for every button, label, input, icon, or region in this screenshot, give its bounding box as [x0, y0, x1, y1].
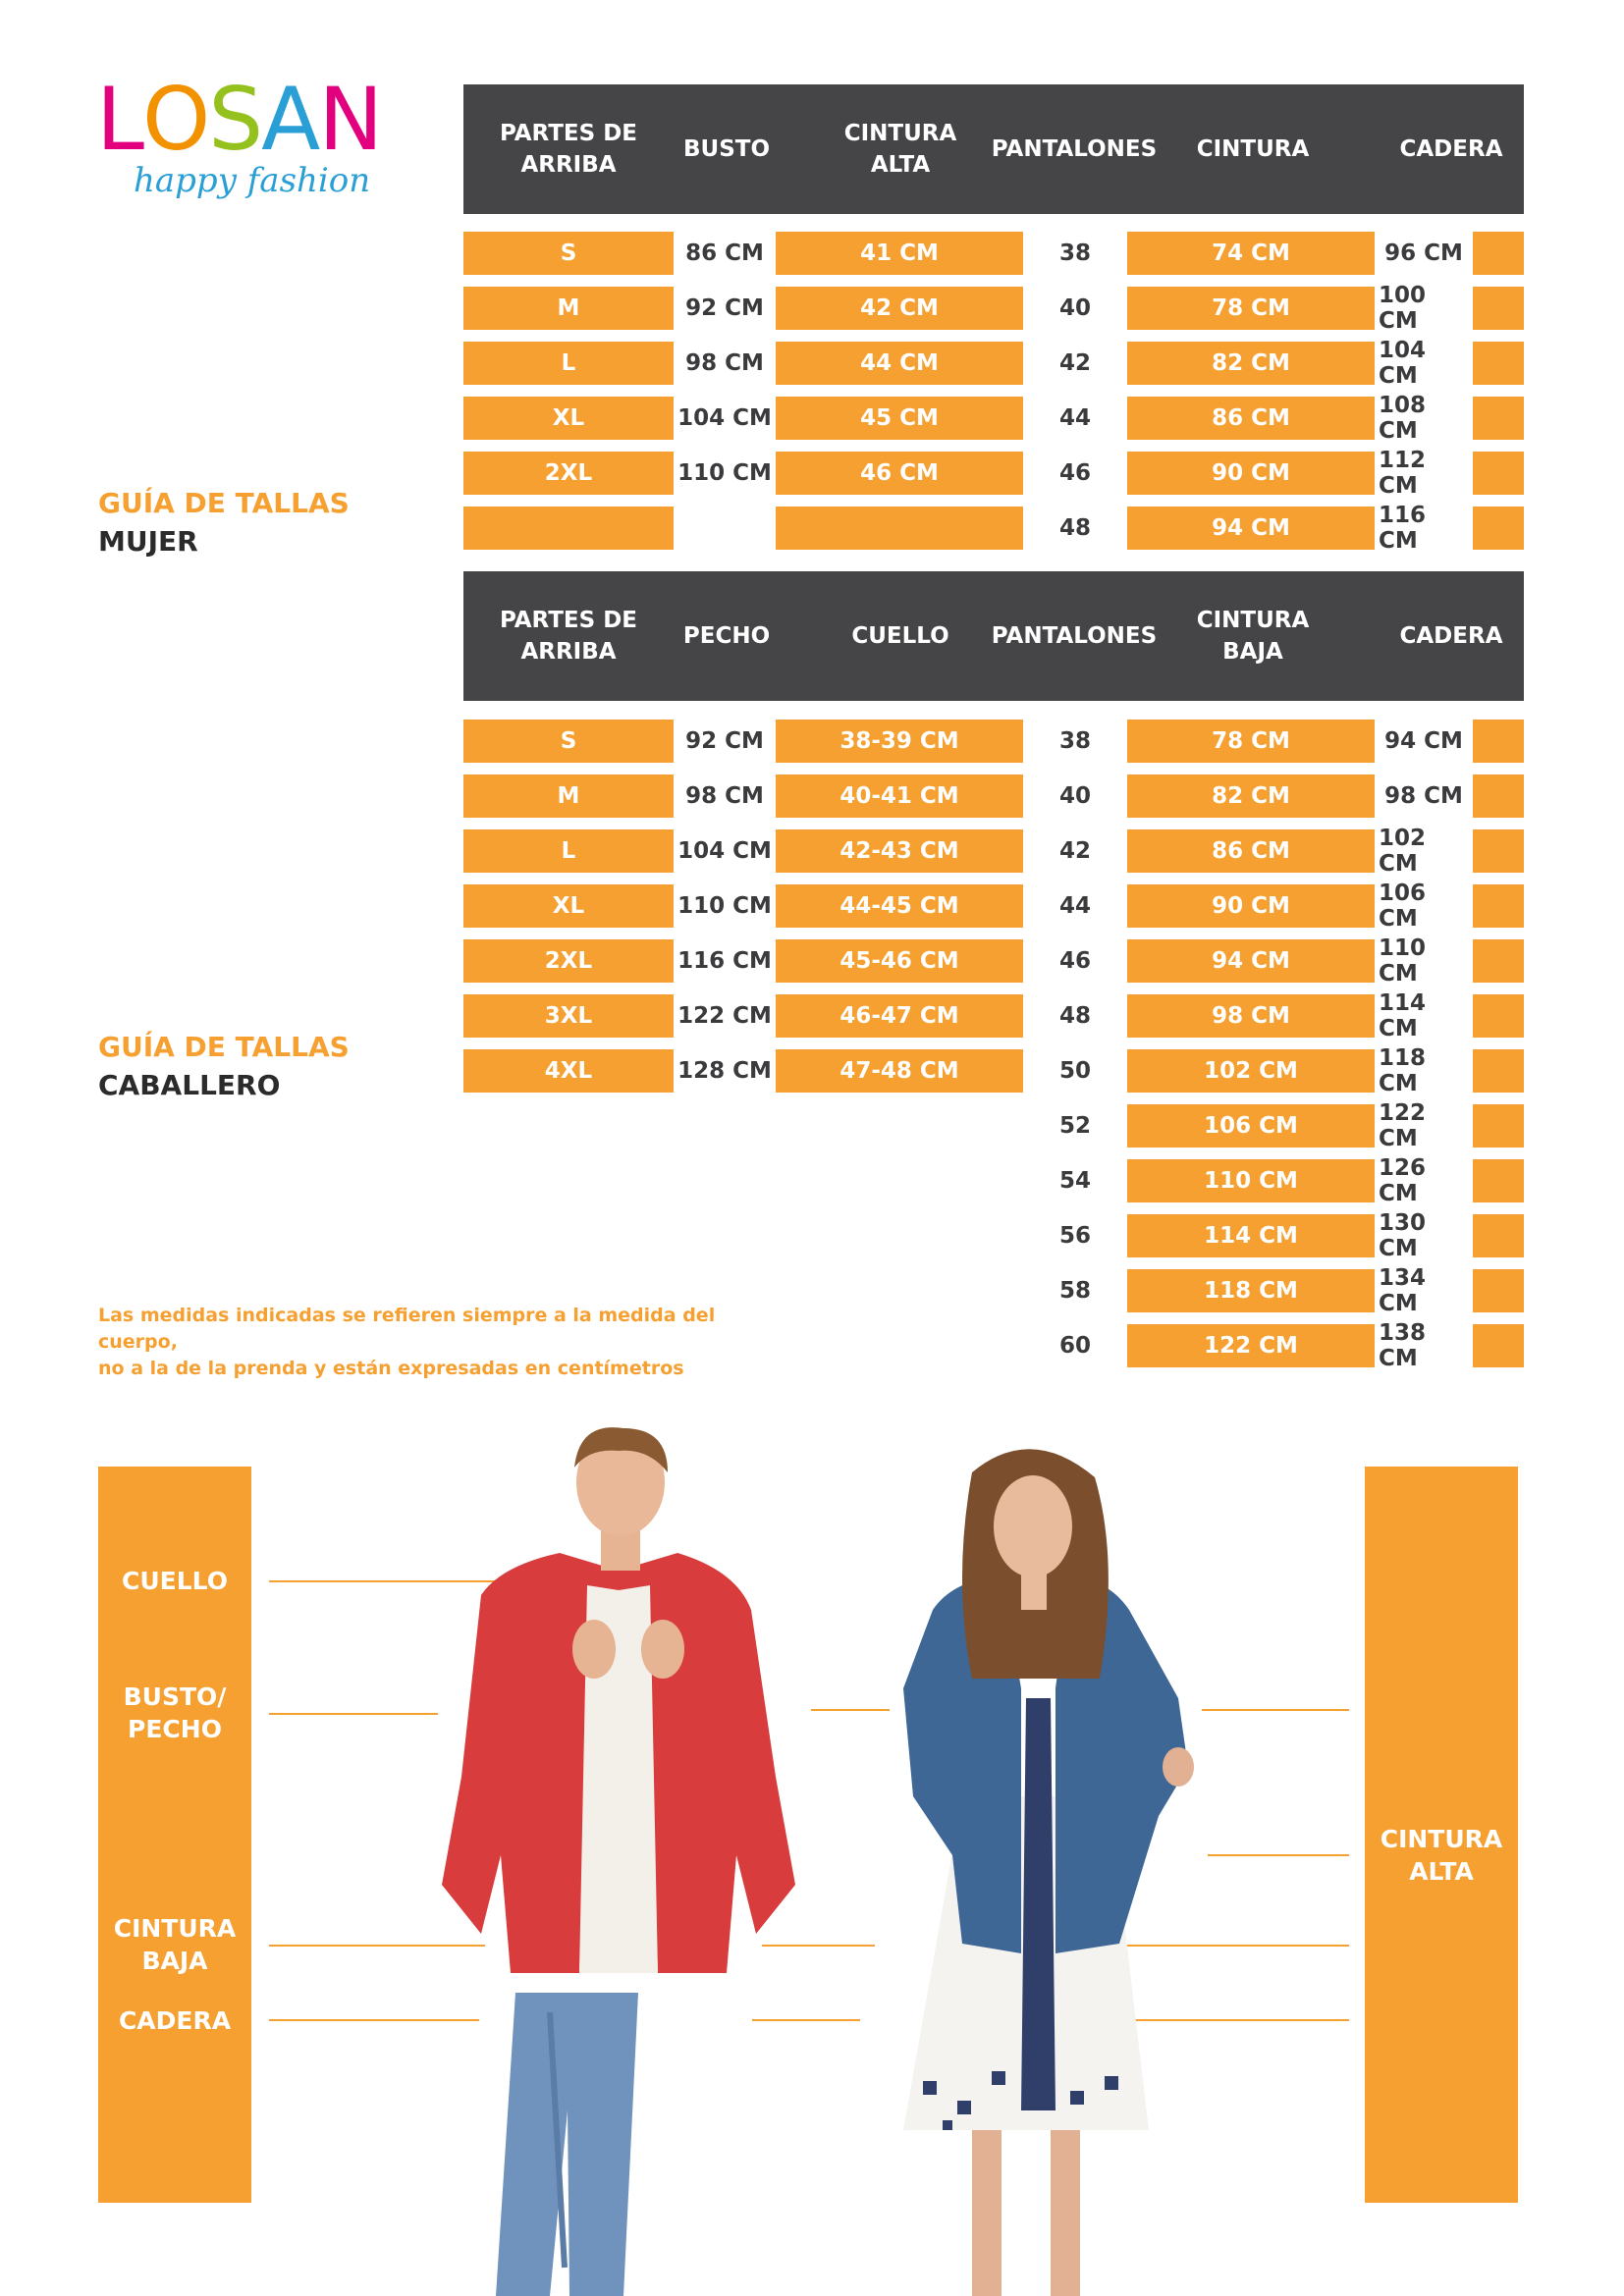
- caballero-table-cell: 104 CM: [677, 829, 772, 873]
- caballero-table-cell: 47-48 CM: [776, 1049, 1023, 1093]
- mujer-table-cell: [1473, 287, 1524, 330]
- caballero-table-cell: 3XL: [463, 994, 674, 1038]
- caballero-guide-title: GUÍA DE TALLAS: [98, 1031, 350, 1063]
- caballero-table-cell: [1473, 829, 1524, 873]
- caballero-table-cell: 114 CM: [1127, 1214, 1375, 1257]
- caballero-table-cell: [1473, 1269, 1524, 1312]
- caballero-table-cell: 52: [1027, 1104, 1123, 1148]
- caballero-table-cell: 102 CM: [1127, 1049, 1375, 1093]
- caballero-table-cell: 126 CM: [1379, 1159, 1469, 1202]
- logo-letter: N: [318, 69, 382, 170]
- mujer-table-cell: [1473, 397, 1524, 440]
- caballero-table-cell: 116 CM: [677, 939, 772, 983]
- mujer-table-cell: M: [463, 287, 674, 330]
- mujer-table-cell: 96 CM: [1379, 232, 1469, 275]
- mujer-table-cell: 40: [1027, 287, 1123, 330]
- caballero-table-cell: 38-39 CM: [776, 720, 1023, 763]
- mujer-header-cell: CADERA: [1399, 136, 1503, 162]
- mujer-table-cell: [463, 507, 674, 550]
- caballero-table-cell: 50: [1027, 1049, 1123, 1093]
- logo-letter: S: [208, 69, 262, 170]
- mujer-table-cell: [776, 507, 1023, 550]
- logo-letter: A: [261, 69, 319, 170]
- caballero-table-cell: 46-47 CM: [776, 994, 1023, 1038]
- caballero-table-cell: [1473, 884, 1524, 928]
- mujer-table-cell: 41 CM: [776, 232, 1023, 275]
- label-cuello: CUELLO: [122, 1567, 228, 1595]
- mujer-table-cell: 100 CM: [1379, 287, 1469, 330]
- caballero-table-cell: 40: [1027, 774, 1123, 818]
- caballero-table-cell: 98 CM: [1379, 774, 1469, 818]
- caballero-table-cell: 118 CM: [1379, 1049, 1469, 1093]
- mujer-table-cell: 82 CM: [1127, 342, 1375, 385]
- guide-line-pecho-left: [269, 1713, 438, 1715]
- woman-model-photo: [864, 1443, 1237, 2296]
- mujer-table-cell: 94 CM: [1127, 507, 1375, 550]
- caballero-header-cell: CUELLO: [851, 623, 949, 649]
- caballero-table-cell: 45-46 CM: [776, 939, 1023, 983]
- mujer-table-cell: 110 CM: [677, 452, 772, 495]
- caballero-table-cell: [1473, 1214, 1524, 1257]
- mujer-guide-title: GUÍA DE TALLAS: [98, 487, 350, 519]
- caballero-table-cell: [1473, 1104, 1524, 1148]
- measurement-note: Las medidas indicadas se refieren siempre a la medida del cuerpo, no a la de la prenda y están expresadas en centímetros: [98, 1305, 716, 1379]
- label-cadera: CADERA: [118, 2006, 232, 2035]
- caballero-table-cell: 134 CM: [1379, 1269, 1469, 1312]
- caballero-table-cell: 122 CM: [1127, 1324, 1375, 1367]
- caballero-table-cell: 128 CM: [677, 1049, 772, 1093]
- mujer-table-cell: 42 CM: [776, 287, 1023, 330]
- caballero-table-cell: 54: [1027, 1159, 1123, 1202]
- mujer-table-cell: 78 CM: [1127, 287, 1375, 330]
- brand-tagline: happy fashion: [134, 161, 371, 200]
- caballero-table-cell: [1473, 1049, 1524, 1093]
- caballero-table-cell: 98 CM: [677, 774, 772, 818]
- caballero-table-cell: L: [463, 829, 674, 873]
- mujer-guide-subtitle: MUJER: [98, 525, 198, 558]
- caballero-table-cell: 38: [1027, 720, 1123, 763]
- label-cintura-alta: CINTURA ALTA: [1380, 1825, 1503, 1886]
- caballero-table-cell: 98 CM: [1127, 994, 1375, 1038]
- caballero-header-cell: CINTURA BAJA: [1196, 608, 1310, 665]
- caballero-table-cell: 60: [1027, 1324, 1123, 1367]
- mujer-table-cell: 42: [1027, 342, 1123, 385]
- caballero-guide-subtitle: CABALLERO: [98, 1069, 281, 1101]
- caballero-table-cell: 42: [1027, 829, 1123, 873]
- mujer-table-cell: 48: [1027, 507, 1123, 550]
- mujer-table-cell: [1473, 507, 1524, 550]
- caballero-table-cell: 110 CM: [677, 884, 772, 928]
- caballero-header-cell: PECHO: [682, 623, 771, 649]
- caballero-table-cell: 40-41 CM: [776, 774, 1023, 818]
- caballero-table-cell: 130 CM: [1379, 1214, 1469, 1257]
- mujer-table-cell: [1473, 452, 1524, 495]
- caballero-table-cell: 48: [1027, 994, 1123, 1038]
- caballero-table-cell: 106 CM: [1127, 1104, 1375, 1148]
- caballero-table-cell: 122 CM: [677, 994, 772, 1038]
- caballero-table-cell: 94 CM: [1127, 939, 1375, 983]
- caballero-table-cell: M: [463, 774, 674, 818]
- mujer-table-cell: 2XL: [463, 452, 674, 495]
- caballero-table-cell: 2XL: [463, 939, 674, 983]
- mujer-table-cell: 44: [1027, 397, 1123, 440]
- man-model-photo: [422, 1423, 815, 2296]
- caballero-table-cell: 110 CM: [1379, 939, 1469, 983]
- mujer-table-cell: [1473, 232, 1524, 275]
- caballero-table-cell: 86 CM: [1127, 829, 1375, 873]
- mujer-table-cell: 45 CM: [776, 397, 1023, 440]
- mujer-table-cell: S: [463, 232, 674, 275]
- caballero-table-cell: S: [463, 720, 674, 763]
- caballero-table-cell: [1473, 774, 1524, 818]
- caballero-table-cell: 102 CM: [1379, 829, 1469, 873]
- mujer-table-cell: 38: [1027, 232, 1123, 275]
- mujer-table-cell: 112 CM: [1379, 452, 1469, 495]
- mujer-header-cell: CINTURA: [1196, 136, 1310, 162]
- caballero-table-cell: 78 CM: [1127, 720, 1375, 763]
- caballero-table-cell: 122 CM: [1379, 1104, 1469, 1148]
- mujer-table-cell: XL: [463, 397, 674, 440]
- mujer-table-cell: 104 CM: [1379, 342, 1469, 385]
- logo-letter: O: [142, 69, 209, 170]
- mujer-header-cell: PANTALONES: [991, 136, 1158, 162]
- label-cintura-baja: CINTURA BAJA: [113, 1914, 237, 1975]
- caballero-table-cell: XL: [463, 884, 674, 928]
- caballero-table-cell: [1473, 720, 1524, 763]
- mujer-table-cell: 98 CM: [677, 342, 772, 385]
- caballero-table-cell: [1473, 994, 1524, 1038]
- caballero-table-cell: 110 CM: [1127, 1159, 1375, 1202]
- caballero-table-cell: 42-43 CM: [776, 829, 1023, 873]
- mujer-header-cell: BUSTO: [682, 136, 770, 162]
- caballero-table-cell: 46: [1027, 939, 1123, 983]
- brand-logo: [96, 69, 391, 214]
- brand-wordmark: [96, 69, 382, 170]
- mujer-table-cell: L: [463, 342, 674, 385]
- logo-letter: L: [96, 69, 143, 170]
- caballero-table-cell: 58: [1027, 1269, 1123, 1312]
- mujer-table-cell: 46: [1027, 452, 1123, 495]
- mujer-table-cell: 116 CM: [1379, 507, 1469, 550]
- caballero-header-cell: PANTALONES: [991, 623, 1158, 649]
- caballero-table-cell: 92 CM: [677, 720, 772, 763]
- mujer-table-cell: 46 CM: [776, 452, 1023, 495]
- mujer-header-cell: PARTES DE ARRIBA: [500, 121, 637, 178]
- caballero-table-cell: 56: [1027, 1214, 1123, 1257]
- mujer-table-cell: 108 CM: [1379, 397, 1469, 440]
- caballero-table-cell: [1473, 1324, 1524, 1367]
- caballero-table-cell: 82 CM: [1127, 774, 1375, 818]
- mujer-header-cell: CINTURA ALTA: [843, 121, 957, 178]
- mujer-table-cell: 86 CM: [1127, 397, 1375, 440]
- mujer-table-cell: 92 CM: [677, 287, 772, 330]
- caballero-table-cell: 44-45 CM: [776, 884, 1023, 928]
- label-busto-pecho: BUSTO/ PECHO: [123, 1682, 227, 1743]
- caballero-table-cell: [1473, 939, 1524, 983]
- caballero-table-cell: 94 CM: [1379, 720, 1469, 763]
- caballero-header-cell: PARTES DE ARRIBA: [500, 608, 637, 665]
- mujer-table-cell: [677, 507, 772, 550]
- caballero-table-cell: 118 CM: [1127, 1269, 1375, 1312]
- mujer-table-cell: 44 CM: [776, 342, 1023, 385]
- caballero-header-cell: CADERA: [1399, 623, 1503, 649]
- caballero-table-cell: 138 CM: [1379, 1324, 1469, 1367]
- mujer-table-cell: 74 CM: [1127, 232, 1375, 275]
- caballero-table-cell: 44: [1027, 884, 1123, 928]
- caballero-table-cell: 90 CM: [1127, 884, 1375, 928]
- caballero-table-cell: 114 CM: [1379, 994, 1469, 1038]
- caballero-table-cell: 4XL: [463, 1049, 674, 1093]
- mujer-table-cell: 104 CM: [677, 397, 772, 440]
- mujer-table-cell: 90 CM: [1127, 452, 1375, 495]
- caballero-table-cell: 106 CM: [1379, 884, 1469, 928]
- mujer-table-cell: 86 CM: [677, 232, 772, 275]
- caballero-table-cell: [1473, 1159, 1524, 1202]
- mujer-table-cell: [1473, 342, 1524, 385]
